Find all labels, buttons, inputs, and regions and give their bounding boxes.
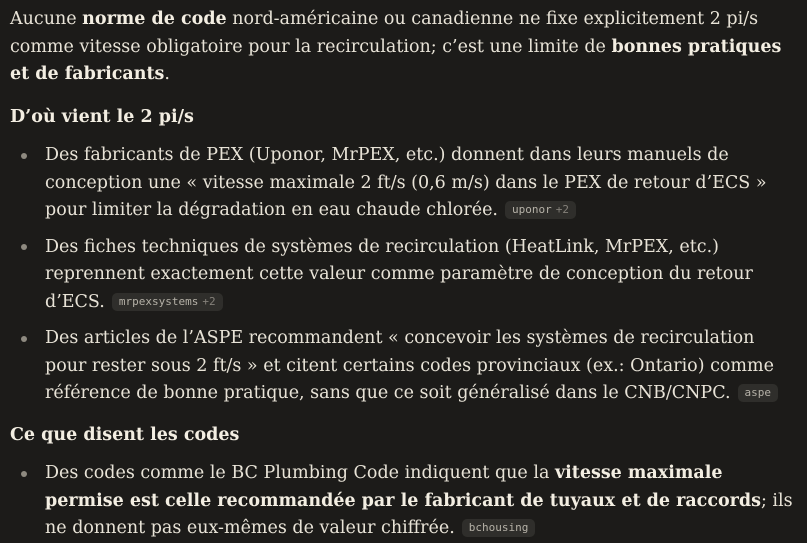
bold-text: D’où vient le 2 pi/s	[10, 106, 194, 127]
bold-text: norme de code	[82, 9, 227, 29]
paragraph	[10, 6, 797, 89]
text-run: nord-américaine ou canadienne ne fixe explicitement 2 pi/s comme vitesse obligatoire pour la recirculation; c’est une limite de	[10, 9, 764, 57]
bullet-marker	[21, 153, 27, 159]
citation-source: aspe	[744, 386, 772, 399]
text-run: Des codes comme le BC Plumbing Code indiquent que la	[45, 463, 555, 483]
text-run: Aucune	[10, 9, 83, 29]
citation-badge[interactable]	[462, 519, 536, 537]
citation-count: +2	[202, 294, 216, 308]
citation-badge[interactable]	[112, 293, 223, 311]
text-run: Des fiches techniques de systèmes de recirculation (HeatLink, MrPEX, etc.) reprennent exactement cette valeur comme paramètre de conception du retour d’ECS.	[45, 236, 759, 312]
citation-count: +2	[555, 203, 569, 216]
section-heading	[10, 422, 797, 450]
bullet-item	[10, 460, 797, 543]
bullet-marker	[21, 244, 27, 250]
bold-text: vitesse maximale permise est celle recommandée par le fabricant de tuyaux et de raccords	[45, 463, 761, 511]
bullet-marker	[21, 471, 27, 477]
bullet-list	[10, 142, 797, 408]
section-heading	[10, 104, 797, 132]
bullet-item	[10, 325, 797, 408]
bold-text: Ce que disent les codes	[10, 424, 240, 445]
text-run: Des fabricants de PEX (Uponor, MrPEX, etc.) donnent dans leurs manuels de conception une « vitesse maximale 2 ft/s (0,6 m/s) dans le PEX de retour d’ECS » pour limiter la dégradation en eau chaude chlorée.	[45, 145, 773, 220]
bullet-item	[10, 142, 797, 225]
text-run: ; ils ne donnent pas eux-mêmes de valeur chiffrée.	[45, 490, 799, 538]
citation-badge[interactable]	[505, 201, 576, 219]
bullet-marker	[21, 336, 27, 342]
citation-badge[interactable]	[738, 384, 779, 402]
citation-source: bchousing	[468, 521, 529, 534]
text-run: .	[164, 64, 170, 84]
bold-text: bonnes pratiques et de fabricants	[10, 36, 788, 84]
bullet-list	[10, 460, 797, 543]
citation-source: uponor	[511, 203, 552, 216]
citation-source: mrpexsystems	[118, 294, 199, 308]
bullet-item	[10, 234, 797, 317]
text-run: Des articles de l’ASPE recommandent « concevoir les systèmes de recirculation pour rester sous 2 ft/s » et citent certains codes provinciaux (ex.: Ontario) comme référence de bonne pratique, sans que ce soit généralisé dans le CNB/CNPC.	[45, 328, 780, 403]
